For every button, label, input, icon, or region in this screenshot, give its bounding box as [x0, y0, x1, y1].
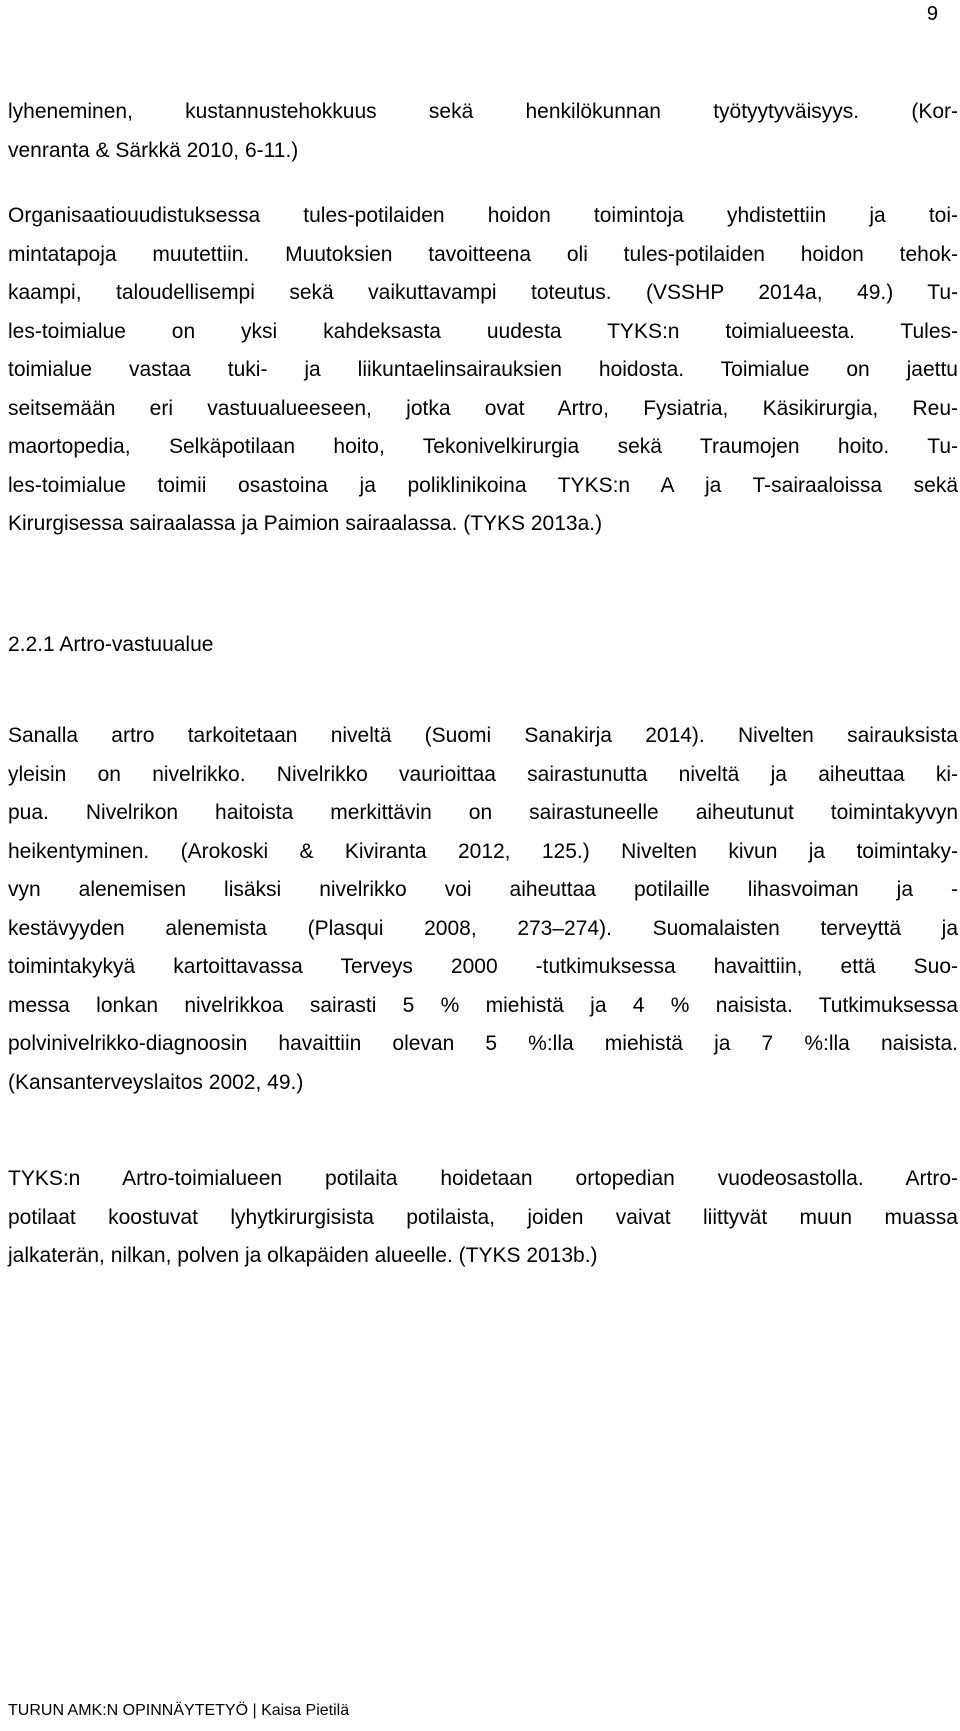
paragraph-line: kestävyyden alenemista (Plasqui 2008, 273–274). Suomalaisten terveyttä ja	[8, 916, 958, 940]
paragraph-line: lyheneminen, kustannustehokkuus sekä henkilökunnan työtyytyväisyys. (Kor-	[8, 100, 958, 123]
paragraph-line: polvinivelrikko-diagnoosin havaittiin olevan 5 %:lla miehistä ja 7 %:lla naisista.	[8, 1032, 958, 1055]
paragraph-line: potilaat koostuvat lyhytkirurgisista potilaista, joiden vaivat liittyvät muun muassa	[8, 1205, 958, 1229]
page-number: 9	[926, 3, 938, 25]
paragraph-line: jalkaterän, nilkan, polven ja olkapäiden alueelle. (TYKS 2013b.)	[8, 1244, 598, 1267]
paragraph-line: kaampi, taloudellisempi sekä vaikuttavampi toteutus. (VSSHP 2014a, 49.) Tu-	[8, 281, 958, 304]
paragraph-line: Sanalla artro tarkoitetaan niveltä (Suomi Sanakirja 2014). Nivelten sairauksista	[8, 724, 958, 747]
paragraph-4	[8, 1160, 958, 1276]
paragraph-line: yleisin on nivelrikko. Nivelrikko vaurioittaa sairastunutta niveltä ja aiheuttaa ki-	[8, 762, 958, 786]
paragraph-line: les-toimialue toimii osastoina ja poliklinikoina TYKS:n A ja T-sairaaloissa sekä	[8, 473, 958, 497]
paragraph-line: (Kansanterveyslaitos 2002, 49.)	[8, 1070, 304, 1094]
footer: TURUN AMK:N OPINNÄYTETYÖ | Kaisa Pietilä	[8, 1702, 350, 1719]
paragraph-line: toimialue vastaa tuki- ja liikuntaelinsairauksien hoidosta. Toimialue on jaettu	[8, 358, 958, 381]
paragraph-line: pua. Nivelrikon haitoista merkittävin on sairastuneelle aiheutunut toimintakyvyn	[8, 801, 958, 824]
paragraph-line: mintatapoja muutettiin. Muutoksien tavoitteena oli tules-potilaiden hoidon tehok-	[8, 242, 958, 266]
paragraph-2	[8, 197, 958, 544]
paragraph-line: Kirurgisessa sairaalassa ja Paimion sairaalassa. (TYKS 2013a.)	[8, 512, 603, 535]
section-heading: 2.2.1 Artro-vastuualue	[8, 633, 214, 656]
paragraph-line: Organisaatiouudistuksessa tules-potilaiden hoidon toimintoja yhdistettiin ja toi-	[8, 204, 958, 227]
paragraph-line: TYKS:n Artro-toimialueen potilaita hoidetaan ortopedian vuodeosastolla. Artro-	[8, 1167, 958, 1190]
paragraph-line: toimintakykyä kartoittavassa Terveys 2000 -tutkimuksessa havaittiin, että Suo-	[8, 955, 958, 978]
paragraph-line: venranta & Särkkä 2010, 6-11.)	[8, 138, 299, 162]
paragraph-3	[8, 717, 958, 1102]
paragraph-line: messa lonkan nivelrikkoa sairasti 5 % miehistä ja 4 % naisista. Tutkimuksessa	[8, 993, 958, 1017]
paragraph-line: maortopedia, Selkäpotilaan hoito, Tekonivelkirurgia sekä Traumojen hoito. Tu-	[8, 435, 958, 458]
paragraph-1	[8, 93, 958, 170]
paragraph-line: seitsemään eri vastuualueeseen, jotka ovat Artro, Fysiatria, Käsikirurgia, Reu-	[8, 396, 958, 420]
paragraph-line: vyn alenemisen lisäksi nivelrikko voi aiheuttaa potilaille lihasvoiman ja -	[8, 878, 958, 901]
paragraph-line: heikentyminen. (Arokoski & Kiviranta 2012, 125.) Nivelten kivun ja toimintaky-	[8, 839, 958, 863]
paragraph-line: les-toimialue on yksi kahdeksasta uudesta TYKS:n toimialueesta. Tules-	[8, 319, 958, 343]
